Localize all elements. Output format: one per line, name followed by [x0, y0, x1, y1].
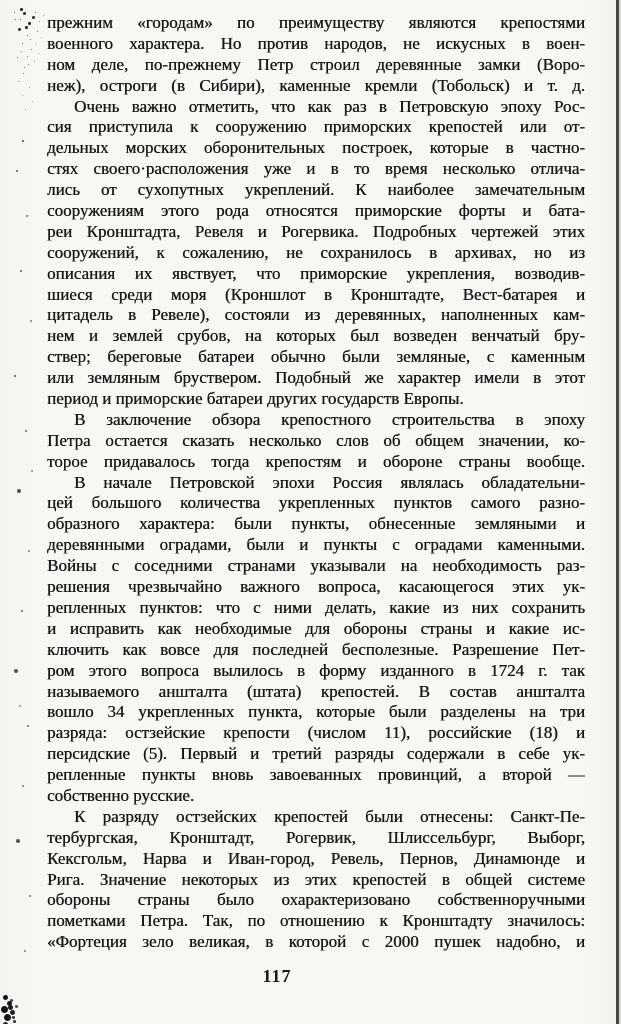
text-line: нем и землей срубов, на которых был возведен венчатый бру- [47, 326, 585, 346]
text-line: пометками Петра. Так, по отношению к Кронштадту значилось: [47, 911, 585, 931]
text-line: называемого аншталта (штата) крепостей. В состав аншталта [47, 681, 585, 701]
scan-noise-top-left [20, 8, 23, 11]
text-line: Кексгольм, Нарва и Иван-город, Ревель, Пернов, Динамюнде и [47, 848, 585, 868]
text-line: ром этого вопроса вылилось в форму изданного в 1724 г. так [47, 660, 585, 680]
text-line: сооружениям этого рода относятся приморские форты и бата- [47, 201, 585, 221]
text-line: период и приморские батареи других государств Европы. [47, 389, 464, 409]
text-line: «Фортеция зело великая, в которой с 2000 пушек надобно, и [47, 932, 585, 952]
text-line: сия приступила к сооружению приморских крепостей или от- [47, 117, 585, 137]
text-line: разряда: остзейские крепости (числом 11), российские (18) и [47, 723, 585, 743]
text-line: Петра остается сказать несколько слов об общем значении, ко- [47, 430, 585, 450]
page-edge-shadow [616, 0, 619, 1024]
text-line: В начале Петровской эпохи Россия являлась обладательни- [74, 472, 585, 492]
body-text [47, 13, 585, 953]
text-line: описания их явствует, что приморские укрепления, возводив- [47, 263, 585, 283]
text-line: репленных пунктов: что с ними делать, какие из них сохранить [47, 597, 585, 617]
scan-noise-left-margin [22, 140, 24, 142]
text-line: торое придавалось тогда крепостям и обороне страны вообще. [47, 451, 585, 471]
text-line: обороны страны было охарактеризовано собственноручными [47, 890, 585, 910]
text-line: решения чрезвычайно важного вопроса, касающегося этих ук- [47, 577, 585, 597]
text-line: собственно русские. [47, 785, 195, 805]
text-line: В заключение обзора крепостного строительства в эпоху [74, 409, 585, 429]
text-line: Очень важно отметить, что как раз в Петровскую эпоху Рос- [74, 96, 585, 116]
text-line: цей большого количества укрепленных пунктов самого разно- [47, 493, 585, 513]
text-line: деревянными оградами, были и пункты с оградами каменными. [47, 535, 585, 555]
text-line: прежним «городам» по преимуществу являются крепостями [47, 13, 585, 32]
text-line: реи Кронштадта, Ревеля и Рогервика. Подробных чертежей этих [47, 221, 585, 241]
text-line: образного характера: были пункты, обнесенные земляными и [47, 514, 585, 534]
page-number: 117 [262, 966, 292, 986]
text-line: цитадель в Ревеле), состояли из деревянных, наполненных кам- [47, 305, 585, 325]
text-line: Войны с соседними странами указывали на необходимость раз- [47, 556, 585, 576]
text-line: репленные пункты вновь завоеванных провинций, а второй — [47, 765, 585, 785]
text-line: Рига. Значение некоторых из этих крепостей в общей системе [47, 869, 585, 889]
text-line: или земляным бруствером. Подобный же характер имели в этот [47, 368, 585, 388]
text-line: ствер; береговые батареи обычно были земляные, с каменным [47, 347, 585, 367]
text-line: дельных морских оборонительных построек, которые в частно- [47, 138, 585, 158]
text-line: персидские (5). Первый и третий разряды содержали в себе ук- [47, 744, 585, 764]
text-line: тербургская, Кронштадт, Рогервик, Шлиссельбург, Выборг, [47, 827, 585, 847]
text-line: шиеся среди моря (Кроншлот в Кронштадте, Вест-батарея и [47, 284, 585, 304]
text-line: ключить как вовсе для последней бесполезные. Разрешение Пет- [47, 639, 585, 659]
text-line: вошло 34 укрепленных пункта, которые были разделены на три [47, 702, 585, 722]
text-line: неж), остроги (в Сибири), каменные кремли (Тобольск) и т. д. [47, 75, 585, 95]
text-line: К разряду остзейских крепостей были отнесены: Санкт-Пе- [74, 806, 585, 826]
text-line: стях своего·расположения уже и в то время несколько отлича- [47, 159, 585, 179]
text-line: военного характера. Но против народов, не искусных в воен- [47, 33, 585, 53]
text-line: лись от сухопутных укреплений. К наиболее замечательным [47, 180, 585, 200]
text-line: и исправить как необходимые для обороны страны и какие ис- [47, 618, 585, 638]
scan-noise-bottom-left [3, 995, 8, 1000]
text-line: сооружений, к сожалению, не сохранилось в архивах, но из [47, 242, 585, 262]
text-line: ном деле, по-прежнему Петр строил деревянные замки (Воро- [47, 54, 585, 74]
